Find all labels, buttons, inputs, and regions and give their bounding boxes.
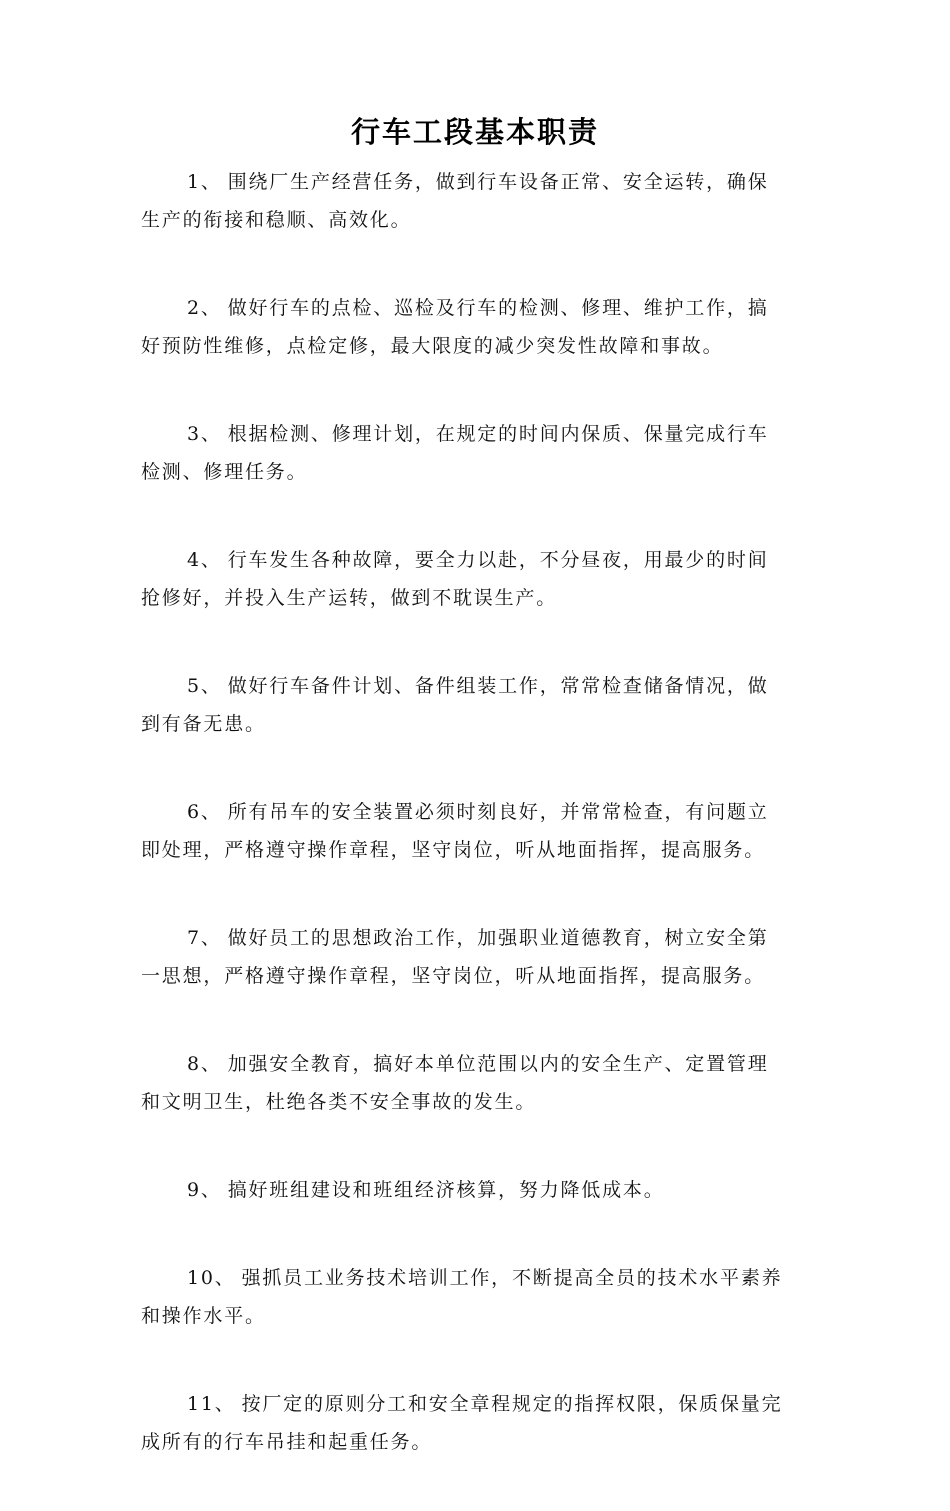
list-item-continuation: 好预防性维修，点检定修，最大限度的减少突发性故障和事故。 <box>141 335 724 357</box>
list-item-number: 4、 <box>187 549 222 571</box>
list-item <box>141 415 801 491</box>
list-item <box>141 1045 801 1121</box>
list-item-continuation: 检测、修理任务。 <box>141 461 308 483</box>
list-item-continuation: 一思想，严格遵守操作章程，坚守岗位，听从地面指挥，提高服务。 <box>141 965 766 987</box>
list-item <box>141 163 801 239</box>
list-item-continuation: 即处理，严格遵守操作章程，坚守岗位，听从地面指挥，提高服务。 <box>141 839 766 861</box>
list-item-continuation: 成所有的行车吊挂和起重任务。 <box>141 1431 433 1453</box>
duty-list <box>141 163 801 1511</box>
list-item-number: 9、 <box>187 1179 222 1201</box>
list-item <box>141 289 801 365</box>
list-item-continuation: 和文明卫生，杜绝各类不安全事故的发生。 <box>141 1091 537 1113</box>
list-item-text: 做好员工的思想政治工作，加强职业道德教育，树立安全第 <box>227 927 769 949</box>
list-item-number: 3、 <box>187 423 222 445</box>
list-item <box>141 919 801 995</box>
list-item-text: 行车发生各种故障，要全力以赴，不分昼夜，用最少的时间 <box>227 549 769 571</box>
list-item-first-line <box>141 1171 801 1209</box>
list-item-first-line <box>141 919 801 957</box>
list-item-number: 1、 <box>187 171 222 193</box>
list-item-continuation: 生产的衔接和稳顺、高效化。 <box>141 209 412 231</box>
list-item-text: 加强安全教育，搞好本单位范围以内的安全生产、定置管理 <box>227 1053 769 1075</box>
list-item-text: 强抓员工业务技术培训工作，不断提高全员的技术水平素养 <box>241 1267 783 1289</box>
list-item-first-line <box>141 1385 801 1423</box>
list-item-text: 做好行车的点检、巡检及行车的检测、修理、维护工作，搞 <box>227 297 769 319</box>
list-item-continuation: 和操作水平。 <box>141 1305 266 1327</box>
list-item <box>141 793 801 869</box>
list-item-first-line <box>141 667 801 705</box>
list-item-text: 按厂定的原则分工和安全章程规定的指挥权限，保质保量完 <box>241 1393 783 1415</box>
list-item-first-line <box>141 1045 801 1083</box>
list-item-first-line <box>141 163 801 201</box>
list-item-continuation: 到有备无患。 <box>141 713 266 735</box>
list-item-number: 11、 <box>187 1393 236 1415</box>
list-item-text: 做好行车备件计划、备件组装工作，常常检查储备情况，做 <box>227 675 769 697</box>
list-item-first-line <box>141 289 801 327</box>
list-item-text: 根据检测、修理计划，在规定的时间内保质、保量完成行车 <box>227 423 769 445</box>
list-item-number: 5、 <box>187 675 222 697</box>
list-item-number: 8、 <box>187 1053 222 1075</box>
list-item-first-line <box>141 415 801 453</box>
list-item <box>141 541 801 617</box>
list-item-number: 2、 <box>187 297 222 319</box>
list-item <box>141 1259 801 1335</box>
list-item <box>141 1171 801 1209</box>
list-item-text: 搞好班组建设和班组经济核算，努力降低成本。 <box>227 1179 665 1201</box>
list-item-number: 6、 <box>187 801 222 823</box>
document-title: 行车工段基本职责 <box>350 115 599 149</box>
list-item-first-line <box>141 541 801 579</box>
list-item <box>141 667 801 743</box>
list-item-number: 10、 <box>187 1267 236 1289</box>
list-item-first-line <box>141 793 801 831</box>
list-item <box>141 1385 801 1461</box>
list-item-first-line <box>141 1259 801 1297</box>
list-item-continuation: 抢修好，并投入生产运转，做到不耽误生产。 <box>141 587 558 609</box>
list-item-text: 围绕厂生产经营任务，做到行车设备正常、安全运转，确保 <box>227 171 769 193</box>
list-item-number: 7、 <box>187 927 222 949</box>
list-item-text: 所有吊车的安全装置必须时刻良好，并常常检查，有问题立 <box>227 801 769 823</box>
